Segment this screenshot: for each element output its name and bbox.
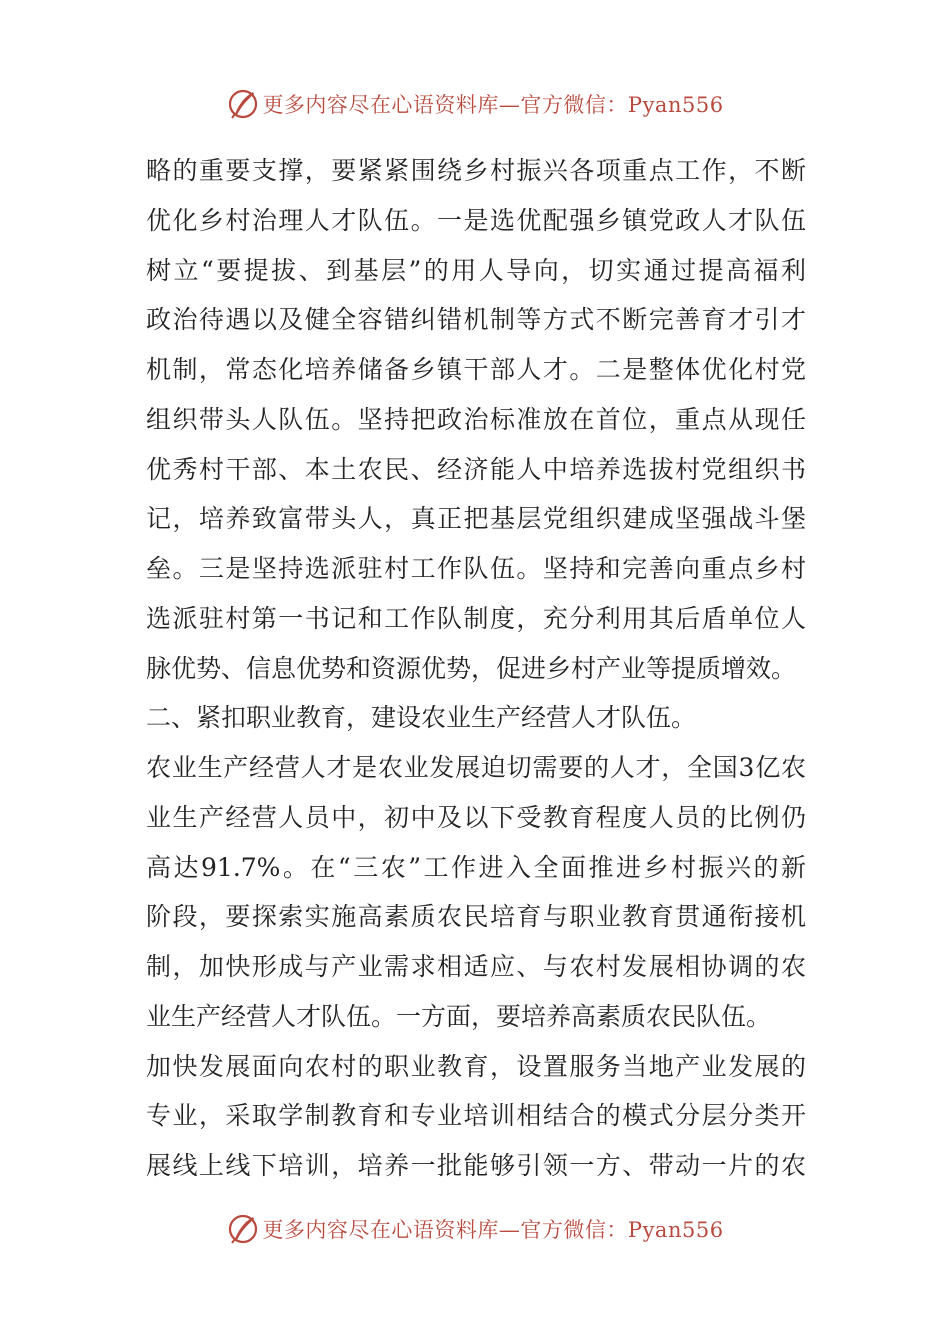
text-line: 政治待遇以及健全容错纠错机制等方式不断完善育才引才 bbox=[146, 305, 806, 335]
watermark-text: 更多内容尽在心语资料库—官方微信：Pyan556 bbox=[262, 93, 724, 117]
text-line: 业生产经营人才队伍。一方面，要培养高素质农民队伍。 bbox=[146, 1001, 772, 1031]
text-line: 业生产经营人员中，初中及以下受教育程度人员的比例仍 bbox=[146, 802, 806, 832]
watermark-banner-bottom bbox=[0, 1209, 950, 1249]
article-body bbox=[146, 146, 806, 1191]
text-line: 树立“要提拔、到基层”的用人导向，切实通过提高福利 bbox=[146, 255, 806, 285]
text-line: 优秀村干部、本土农民、经济能人中培养选拔村党组织书 bbox=[146, 454, 806, 484]
quill-pen-icon bbox=[226, 1212, 260, 1246]
text-line: 加快发展面向农村的职业教育，设置服务当地产业发展的 bbox=[146, 1051, 806, 1081]
text-line: 专业，采取学制教育和专业培训相结合的模式分层分类开 bbox=[146, 1101, 806, 1131]
quill-pen-icon bbox=[226, 87, 260, 121]
text-line: 记，培养致富带头人，真正把基层党组织建成坚强战斗堡 bbox=[146, 504, 806, 534]
text-line: 组织带头人队伍。坚持把政治标准放在首位，重点从现任 bbox=[146, 404, 806, 434]
text-line: 略的重要支撑，要紧紧围绕乡村振兴各项重点工作，不断 bbox=[146, 156, 806, 185]
text-line: 农业生产经营人才是农业发展迫切需要的人才，全国3亿农 bbox=[146, 753, 806, 782]
text-line: 垒。三是坚持选派驻村工作队伍。坚持和完善向重点乡村 bbox=[146, 554, 806, 583]
text-line: 机制，常态化培养储备乡镇干部人才。二是整体优化村党 bbox=[146, 355, 806, 384]
text-line: 二、紧扣职业教育，建设农业生产经营人才队伍。 bbox=[146, 703, 697, 733]
text-line: 制，加快形成与产业需求相适应、与农村发展相协调的农 bbox=[146, 952, 806, 981]
watermark-text: 更多内容尽在心语资料库—官方微信：Pyan556 bbox=[262, 1218, 724, 1242]
watermark-banner-top bbox=[0, 84, 950, 124]
text-line: 阶段，要探索实施高素质农民培育与职业教育贯通衔接机 bbox=[146, 902, 806, 932]
text-line: 选派驻村第一书记和工作队制度，充分利用其后盾单位人 bbox=[146, 603, 806, 633]
text-line: 脉优势、信息优势和资源优势，促进乡村产业等提质增效。 bbox=[146, 653, 797, 683]
text-line: 优化乡村治理人才队伍。一是选优配强乡镇党政人才队伍 bbox=[146, 205, 806, 235]
text-line: 展线上线下培训，培养一批能够引领一方、带动一片的农 bbox=[146, 1151, 806, 1180]
text-line: 高达91.7%。在“三农”工作进入全面推进乡村振兴的新 bbox=[146, 852, 806, 882]
